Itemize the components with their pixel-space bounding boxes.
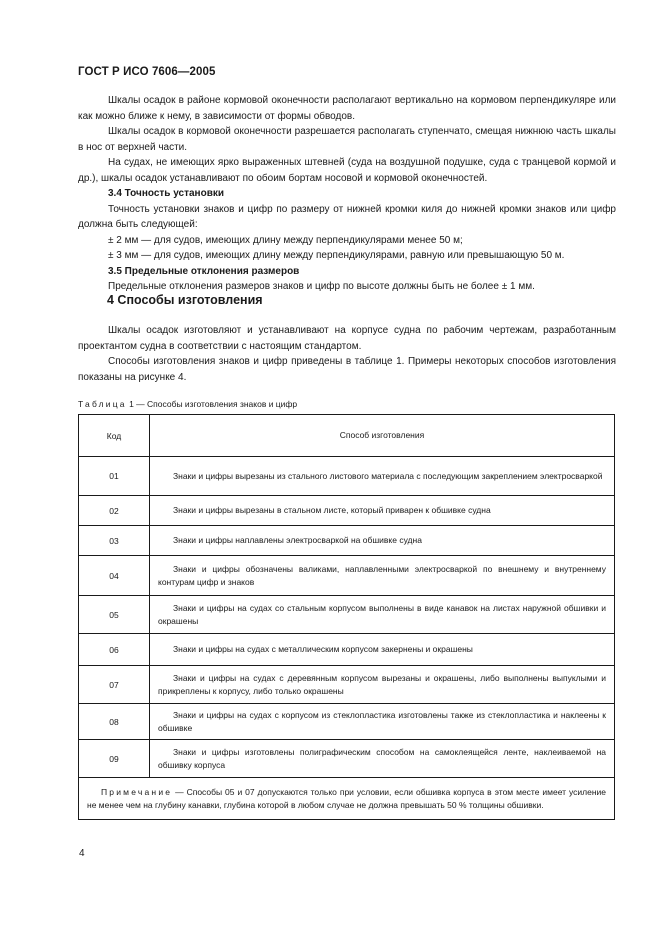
row-method: Знаки и цифры на судах с металлическим корпусом закернены и окрашены xyxy=(173,644,473,654)
paragraph: Предельные отклонения размеров знаков и цифр по высоте должны быть не более ± 1 мм. xyxy=(108,281,535,292)
section-4-text xyxy=(78,323,616,385)
table-row xyxy=(79,740,615,778)
row-method: Знаки и цифры на судах с деревянным корпусом вырезаны и окрашены, либо выполнены выпуклыми и прикреплены к корпусу, либо только окрашены xyxy=(158,672,606,696)
row-code: 08 xyxy=(79,704,150,740)
row-code: 09 xyxy=(79,740,150,778)
row-code: 05 xyxy=(79,596,150,634)
header-method: Способ изготовления xyxy=(150,415,615,457)
row-method: Знаки и цифры на судах со стальным корпусом выполнены в виде канавок на листах наружной обшивки и окрашены xyxy=(158,602,606,626)
paragraph: Точность установки знаков и цифр по размеру от нижней кромки киля до нижней кромки знаков или цифр должна быть следующей: xyxy=(78,203,616,230)
table-note xyxy=(87,786,606,812)
table-caption-text: 1 — Способы изготовления знаков и цифр xyxy=(126,399,298,409)
list-item: ± 3 мм — для судов, имеющих длину между перпендикулярами, равную или превышающую 50 м. xyxy=(108,250,565,261)
table-note-row xyxy=(79,778,615,820)
subsection-title-3-4: 3.4 Точность установки xyxy=(108,188,225,199)
row-method: Знаки и цифры изготовлены полиграфическим способом на самоклеящейся ленте, наклеиваемой на обшивку корпуса xyxy=(158,746,606,770)
row-code: 04 xyxy=(79,556,150,596)
table-note-label: Примечание xyxy=(101,787,173,797)
table-row xyxy=(79,596,615,634)
paragraph: Шкалы осадок изготовляют и устанавливают на корпусе судна по рабочим чертежам, разработанным проектантом судна в соответствии с настоящим стандартом. xyxy=(78,325,616,352)
row-code: 07 xyxy=(79,666,150,704)
row-code: 02 xyxy=(79,496,150,526)
table-row xyxy=(79,457,615,496)
table-note-text: — Способы 05 и 07 допускаются только при условии, если обшивка корпуса в этом месте имеет усиление не менее чем на глубину канавки, глубина которой в любом случае не должна превышать 50 % толщины обшивки. xyxy=(87,787,606,810)
paragraph: Способы изготовления знаков и цифр приведены в таблице 1. Примеры некоторых способов изготовления показаны на рисунке 4. xyxy=(78,356,616,383)
table-header-row xyxy=(79,415,615,457)
table-row xyxy=(79,634,615,666)
table-row xyxy=(79,496,615,526)
row-code: 01 xyxy=(79,457,150,496)
row-code: 03 xyxy=(79,526,150,556)
row-code: 06 xyxy=(79,634,150,666)
paragraph: На судах, не имеющих ярко выраженных штевней (суда на воздушной подушке, суда с транцевой кормой и др.), шкалы осадок устанавливают по обоим бортам носовой и кормовой оконечностей. xyxy=(78,157,616,184)
row-method: Знаки и цифры вырезаны из стального листового материала с последующим закреплением электросваркой xyxy=(173,470,603,481)
table-row xyxy=(79,526,615,556)
table-row xyxy=(79,556,615,596)
paragraph: Шкалы осадок в районе кормовой оконечности располагают вертикально на кормовом перпендикуляре или как можно ближе к нему, в зависимости от формы обводов. xyxy=(78,95,616,122)
table-row xyxy=(79,704,615,740)
document-header: ГОСТ Р ИСО 7606—2005 xyxy=(78,66,216,78)
subsection-title-3-5: 3.5 Предельные отклонения размеров xyxy=(108,265,300,277)
table-row xyxy=(79,666,615,704)
list-item: ± 2 мм — для судов, имеющих длину между перпендикулярами менее 50 м; xyxy=(108,234,463,246)
page-number: 4 xyxy=(79,848,85,859)
paragraph: Шкалы осадок в кормовой оконечности разрешается располагать ступенчато, смещая нижнюю часть шкалы в нос от верхней части. xyxy=(78,126,616,153)
table-caption xyxy=(78,399,297,409)
methods-table xyxy=(78,414,615,820)
header-code: Код xyxy=(79,415,150,457)
row-method: Знаки и цифры вырезаны в стальном листе, который приварен к обшивке судна xyxy=(173,505,491,515)
row-method: Знаки и цифры обозначены валиками, наплавленными электросваркой по внешнему и внутреннему контурам цифр и знаков xyxy=(158,563,606,587)
row-method: Знаки и цифры наплавлены электросваркой на обшивке судна xyxy=(173,535,422,545)
section-3-text xyxy=(78,93,616,295)
row-method: Знаки и цифры на судах с корпусом из стеклопластика изготовлены также из стеклопластика и наклеены к обшивке xyxy=(158,709,606,733)
table-caption-label: Таблица xyxy=(78,399,127,409)
section-title-4: 4 Способы изготовления xyxy=(107,293,263,307)
